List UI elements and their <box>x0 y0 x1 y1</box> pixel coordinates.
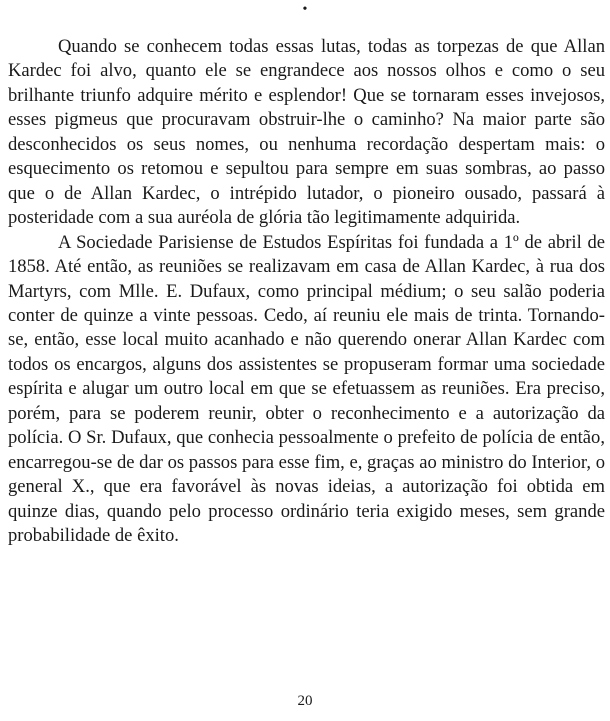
page-number: 20 <box>297 693 313 709</box>
top-bullet-mark: • <box>302 2 308 17</box>
body-text <box>8 35 605 549</box>
paragraph: Quando se conhecem todas essas lutas, todas as torpezas de que Allan Kardec foi alvo, quanto ele se engrandece aos nossos olhos e como o seu brilhante triunfo adquire mérito e esplendor! Que se tornaram esses invejosos, esses pigmeus que procuravam obstruir-lhe o caminho? Na maior parte são desconhecidos os seus nomes, ou nenhuma recordação despertam mais: o esquecimento os retomou e sepultou para sempre em suas sombras, ao passo que o de Allan Kardec, o intrépido lutador, o pioneiro ousado, passará à posteridade com a sua auréola de glória tão legitimamente adquirida. <box>8 36 605 229</box>
paragraph: A Sociedade Parisiense de Estudos Espíritas foi fundada a 1º de abril de 1858. Até então, as reuniões se realizavam em casa de Allan Kardec, à rua dos Martyrs, com Mlle. E. Dufaux, como principal médium; o seu salão poderia conter de quinze a vinte pessoas. Cedo, aí reuniu ele mais de trinta. Tornando-se, então, esse local muito acanhado e não querendo onerar Allan Kardec com todos os encargos, alguns dos assistentes se propuseram formar uma sociedade espírita e alugar um outro local em que se efetuassem as reuniões. Era preciso, porém, para se poderem reunir, obter o reconhecimento e a autorização da polícia. O Sr. Dufaux, que conhecia pessoalmente o prefeito de polícia de então, encarregou-se de dar os passos para esse fim, e, graças ao ministro do Interior, o general X., que era favorável às novas ideias, a autorização foi obtida em quinze dias, quando pelo processo ordinário teria exigido meses, sem grande probabilidade de êxito. <box>8 231 605 547</box>
